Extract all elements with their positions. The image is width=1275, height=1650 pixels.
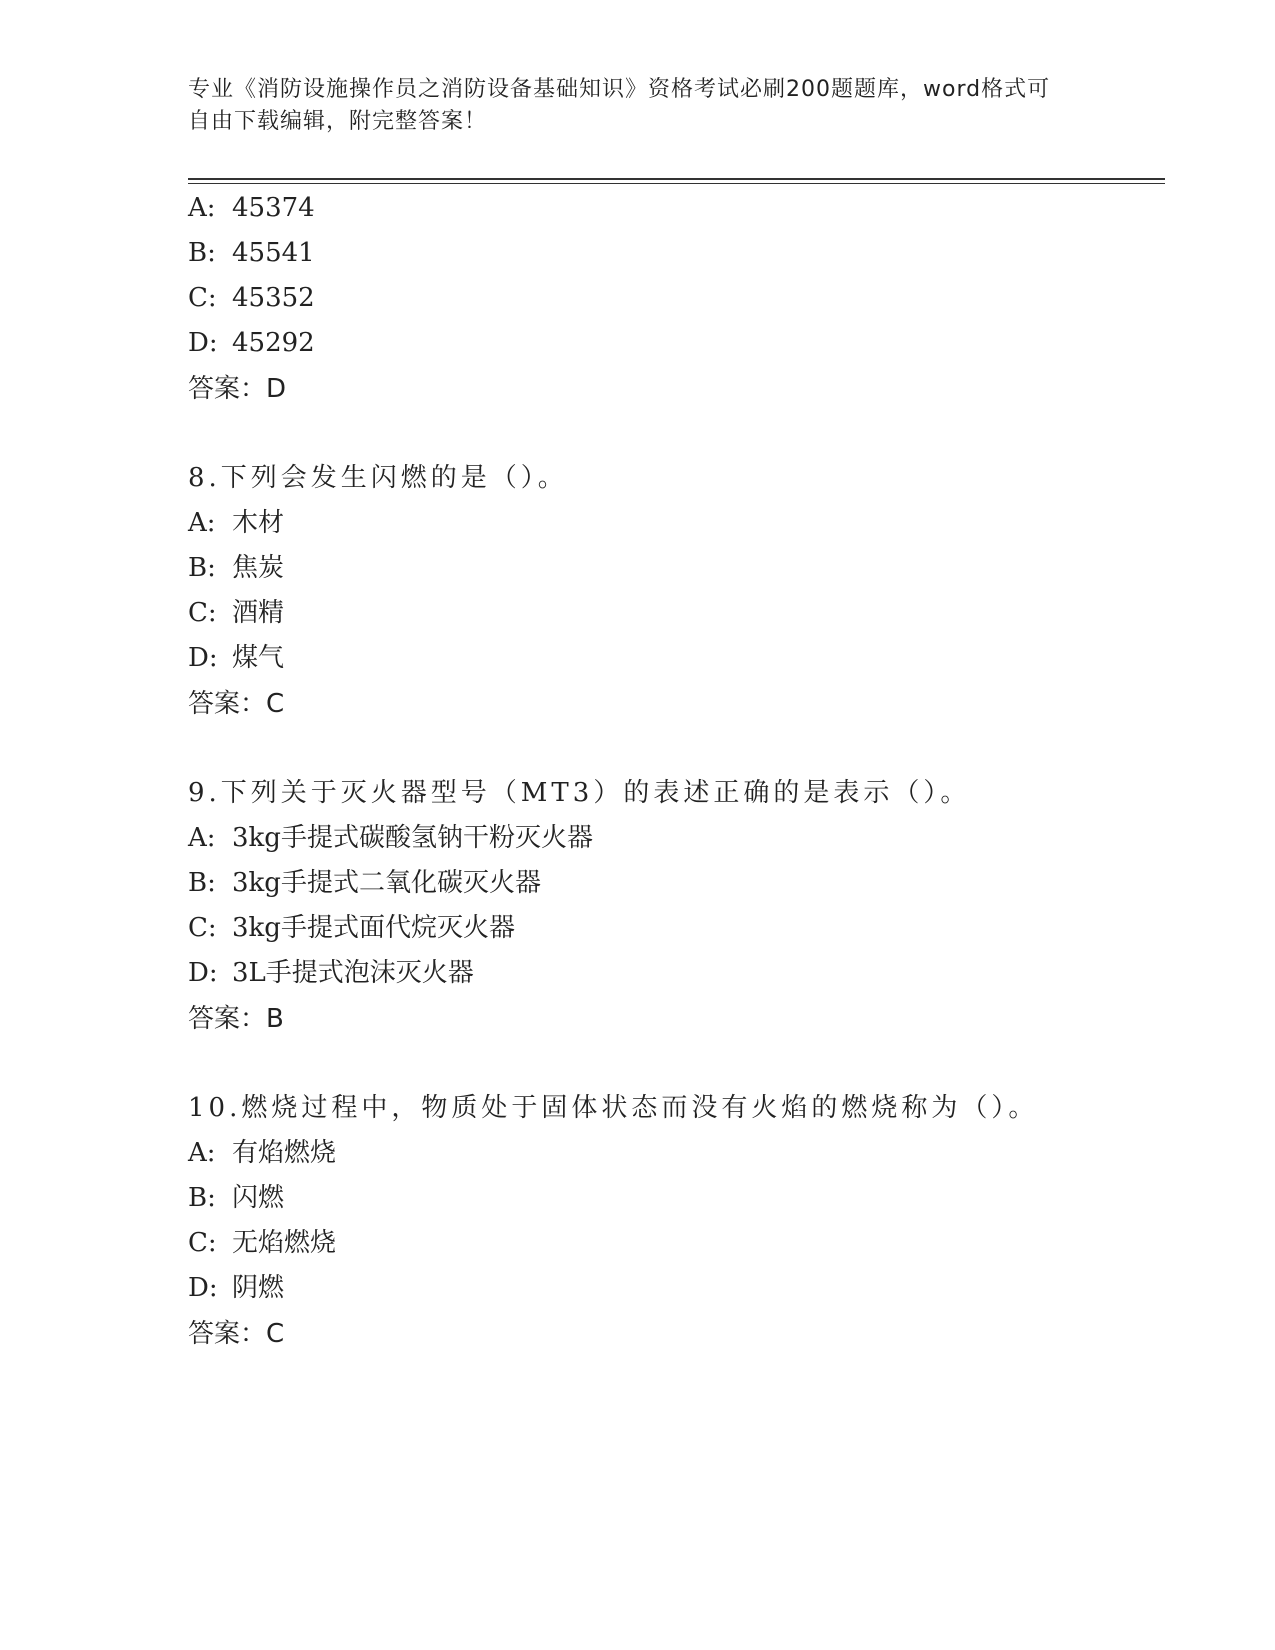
option-text: 3kg手提式二氧化碳灭火器 [232, 868, 541, 898]
option-a [188, 822, 593, 854]
answer-line: 答案：D [188, 374, 287, 404]
option-label: C: [188, 913, 217, 943]
option-text: 无焰燃烧 [232, 1228, 337, 1258]
option-text: 木材 [232, 508, 285, 538]
option-text: 45352 [232, 283, 315, 313]
question-title: 10.燃烧过程中，物质处于固体状态而没有火焰的燃烧称为（）。 [188, 1093, 1039, 1123]
answer-line: 答案：C [188, 1319, 285, 1349]
option-a [188, 192, 315, 224]
option-text: 3kg手提式碳酸氢钠干粉灭火器 [232, 823, 593, 853]
option-d [188, 1272, 284, 1304]
option-d [188, 327, 315, 359]
question-title: 9.下列关于灭火器型号（MT3）的表述正确的是表示（）。 [188, 778, 971, 808]
option-d [188, 957, 474, 989]
answer-line: 答案：B [188, 1004, 284, 1034]
option-label: C: [188, 283, 217, 313]
option-label: B: [188, 868, 216, 898]
option-label: D: [188, 958, 218, 988]
option-text: 焦炭 [232, 553, 285, 583]
option-label: C: [188, 1228, 217, 1258]
option-c [188, 597, 284, 629]
option-label: B: [188, 238, 216, 268]
option-text: 45292 [232, 328, 315, 358]
option-text: 闪燃 [232, 1183, 285, 1213]
option-c [188, 282, 315, 314]
header-divider-thick [188, 178, 1165, 180]
option-label: A: [188, 1138, 216, 1168]
option-label: A: [188, 823, 216, 853]
option-label: B: [188, 553, 216, 583]
answer-line: 答案：C [188, 689, 285, 719]
option-text: 45541 [232, 238, 315, 268]
option-c [188, 912, 515, 944]
option-label: C: [188, 598, 217, 628]
option-label: D: [188, 1273, 218, 1303]
option-b [188, 237, 315, 269]
document-header: 专业《消防设施操作员之消防设备基础知识》资格考试必刷200题题库，word格式可自由下载编辑，附完整答案！ [188, 77, 1051, 134]
question-title: 8.下列会发生闪燃的是（）。 [188, 463, 568, 493]
option-text: 阴燃 [232, 1273, 285, 1303]
option-a [188, 1137, 336, 1169]
option-label: A: [188, 508, 216, 538]
option-text: 3L手提式泡沫灭火器 [232, 958, 474, 988]
option-label: B: [188, 1183, 216, 1213]
option-c [188, 1227, 336, 1259]
option-b [188, 867, 541, 899]
option-text: 酒精 [232, 598, 285, 628]
option-label: D: [188, 643, 218, 673]
option-label: D: [188, 328, 218, 358]
option-b [188, 552, 284, 584]
header-divider-thin [188, 183, 1165, 184]
option-text: 45374 [232, 193, 315, 223]
option-d [188, 642, 284, 674]
option-text: 3kg手提式面代烷灭火器 [232, 913, 515, 943]
option-b [188, 1182, 284, 1214]
option-label: A: [188, 193, 216, 223]
option-text: 有焰燃烧 [232, 1138, 337, 1168]
option-a [188, 507, 284, 539]
option-text: 煤气 [232, 643, 285, 673]
